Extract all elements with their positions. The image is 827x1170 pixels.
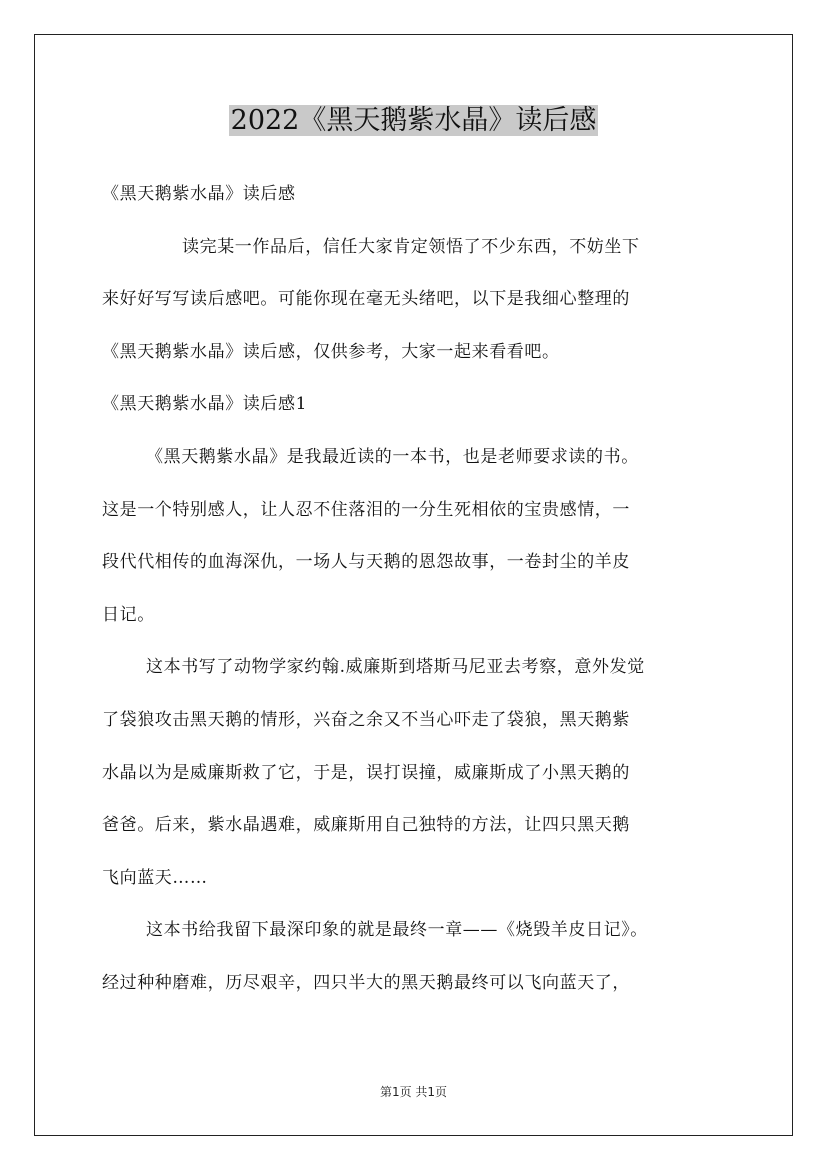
document-body (102, 168, 732, 1010)
paragraph-line: 这是一个特别感人，让人忍不住落泪的一分生死相依的宝贵感情，一 (102, 499, 630, 520)
paragraph-line: 经过种种磨难，历尽艰辛，四只半大的黑天鹅最终可以飞向蓝天了， (102, 972, 630, 993)
paragraph-line: 爸爸。后来，紫水晶遇难，威廉斯用自己独特的方法，让四只黑天鹅 (102, 815, 630, 836)
paragraph-line: 《黑天鹅紫水晶》读后感，仅供参考，大家一起来看看吧。 (102, 341, 560, 362)
article-heading: 《黑天鹅紫水晶》读后感 (102, 184, 296, 204)
paragraph-line: 读完某一作品后，信任大家肯定领悟了不少东西，不妨坐下 (182, 236, 640, 257)
paragraph-line: 了袋狼攻击黑天鹅的情形，兴奋之余又不当心吓走了袋狼，黑天鹅紫 (102, 709, 630, 730)
paragraph-line: 来好好写写读后感吧。可能你现在毫无头绪吧，以下是我细心整理的 (102, 289, 630, 310)
paragraph-line: 水晶以为是威廉斯救了它，于是，误打误撞，威廉斯成了小黑天鹅的 (102, 762, 630, 783)
paragraph-line: 这本书写了动物学家约翰.威廉斯到塔斯马尼亚去考察，意外发觉 (146, 657, 645, 678)
paragraph-line: 这本书给我留下最深印象的就是最终一章——《烧毁羊皮日记》。 (146, 920, 648, 941)
paragraph-line: 《黑天鹅紫水晶》是我最近读的一本书，也是老师要求读的书。 (146, 446, 639, 467)
paragraph-line: 日记。 (102, 604, 155, 625)
document-title-text: 2022《黑天鹅紫水晶》读后感 (230, 105, 597, 136)
section-heading: 《黑天鹅紫水晶》读后感1 (102, 394, 308, 415)
document-title (0, 101, 827, 141)
paragraph-line: 飞向蓝天…… (102, 867, 208, 888)
page-number-footer: 第1页 共1页 (379, 1085, 448, 1099)
paragraph-line: 段代代相传的血海深仇，一场人与天鹅的恩怨故事，一卷封尘的羊皮 (102, 552, 630, 573)
